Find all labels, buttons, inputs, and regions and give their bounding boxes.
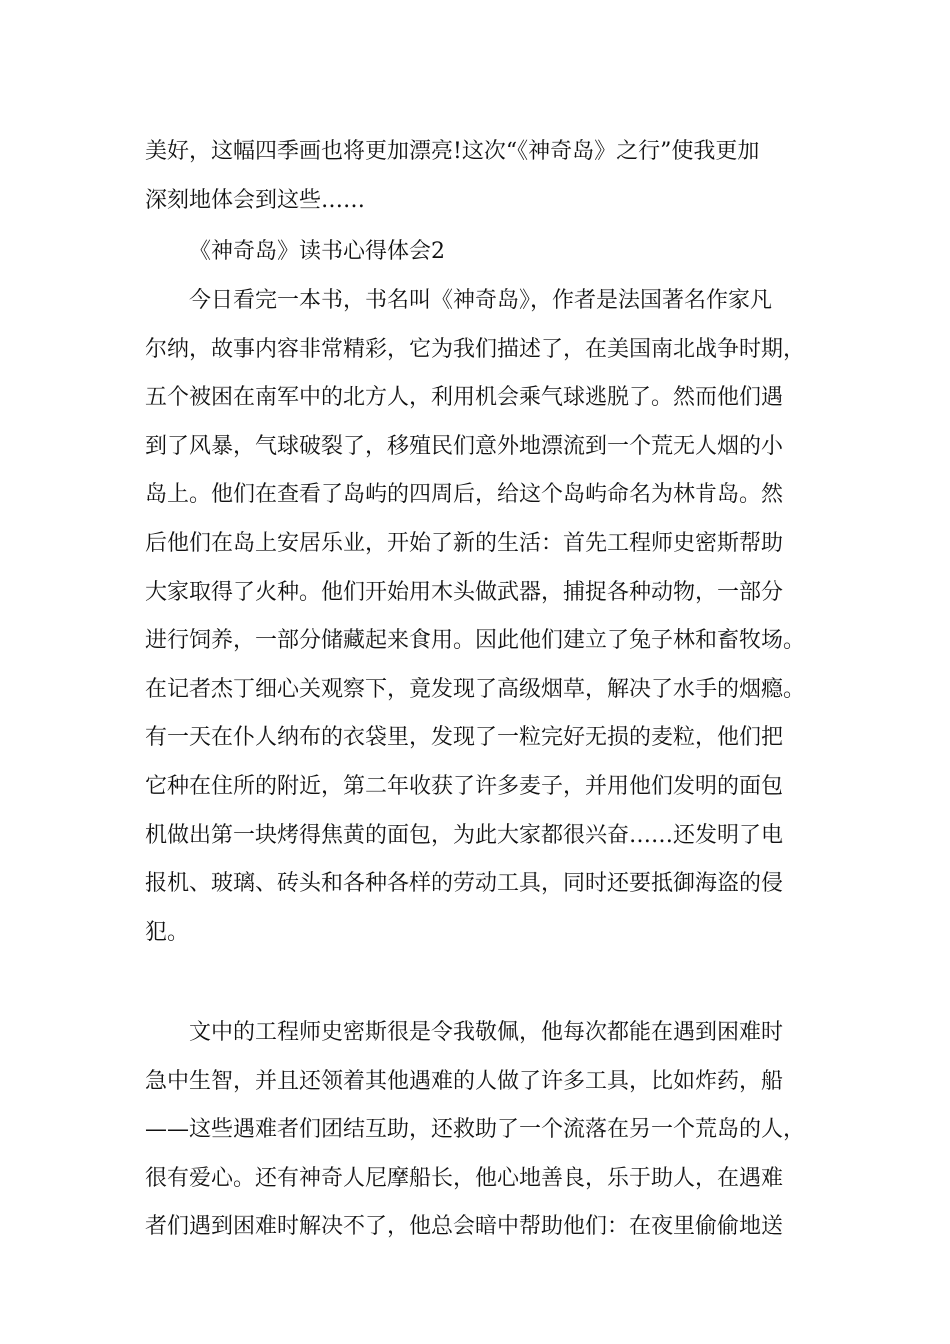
text-line: 尔纳，故事内容非常精彩，它为我们描述了，在美国南北战争时期， bbox=[145, 336, 806, 362]
paragraph-2 bbox=[145, 1009, 825, 1252]
text-line: 报机、玻璃、砖头和各种各样的劳动工具，同时还要抵御海盗的侵 bbox=[145, 871, 784, 897]
text-line: 岛上。他们在查看了岛屿的四周后，给这个岛屿命名为林肯岛。然 bbox=[145, 482, 784, 508]
text-line: 机做出第一块烤得焦黄的面包，为此大家都很兴奋……还发明了电 bbox=[145, 822, 784, 848]
continuation-text bbox=[145, 128, 825, 225]
text-line: 者们遇到困难时解决不了，他总会暗中帮助他们：在夜里偷偷地送 bbox=[145, 1214, 784, 1240]
section-title bbox=[145, 228, 825, 277]
section-title-text: 《神奇岛》读书心得体会2 bbox=[189, 239, 445, 264]
text-line: 在记者杰丁细心关观察下，竟发现了高级烟草，解决了水手的烟瘾。 bbox=[145, 676, 806, 702]
text-line: 美好，这幅四季画也将更加漂亮!这次“《神奇岛》之行”使我更加 bbox=[145, 139, 760, 164]
text-line: 文中的工程师史密斯很是令我敬佩，他每次都能在遇到困难时 bbox=[189, 1020, 784, 1045]
text-line: 后他们在岛上安居乐业，开始了新的生活：首先工程师史密斯帮助 bbox=[145, 530, 784, 556]
text-line: 犯。 bbox=[145, 919, 190, 945]
text-line: 它种在住所的附近，第二年收获了许多麦子，并用他们发明的面包 bbox=[145, 773, 784, 799]
text-line: 今日看完一本书，书名叫《神奇岛》，作者是法国著名作家凡 bbox=[189, 288, 773, 313]
text-line: 有一天在仆人纳布的衣袋里，发现了一粒完好无损的麦粒，他们把 bbox=[145, 725, 784, 751]
text-line: 五个被困在南军中的北方人，利用机会乘气球逃脱了。然而他们遇 bbox=[145, 385, 784, 411]
text-line: 到了风暴，气球破裂了，移殖民们意外地漂流到一个荒无人烟的小 bbox=[145, 433, 784, 459]
text-line: 很有爱心。还有神奇人尼摩船长，他心地善良，乐于助人，在遇难 bbox=[145, 1165, 784, 1191]
text-line: 急中生智，并且还领着其他遇难的人做了许多工具，比如炸药，船 bbox=[145, 1068, 784, 1094]
text-line: 深刻地体会到这些…… bbox=[145, 187, 366, 213]
text-line: ——这些遇难者们团结互助，还救助了一个流落在另一个荒岛的人， bbox=[145, 1117, 806, 1143]
text-line: 大家取得了火种。他们开始用木头做武器，捕捉各种动物，一部分 bbox=[145, 579, 784, 605]
text-line: 进行饲养，一部分储藏起来食用。因此他们建立了兔子林和畜牧场。 bbox=[145, 628, 806, 654]
paragraph-1 bbox=[145, 277, 825, 957]
